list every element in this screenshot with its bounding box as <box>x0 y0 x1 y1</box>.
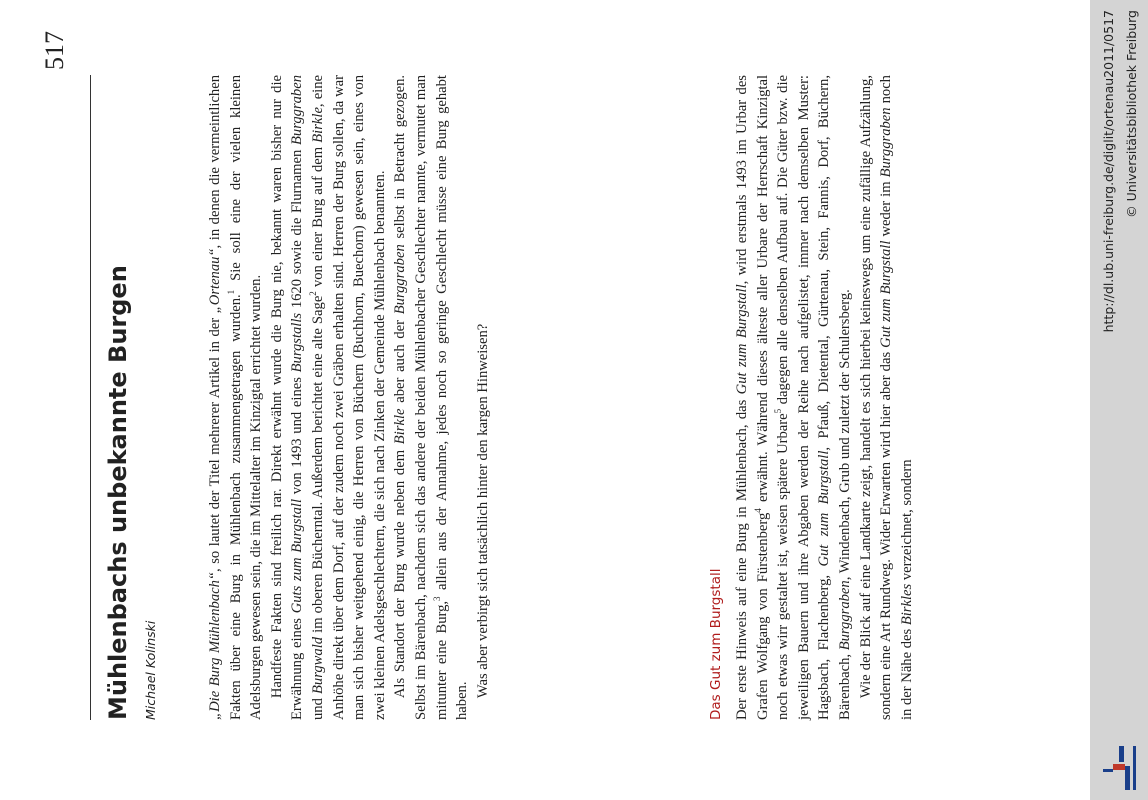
paragraph <box>732 75 856 720</box>
text-run: erwähnt. Während dieses älteste aller Urbare der Herrschaft Kinzigtal noch etwas wirr gestaltet ist, weisen spätere Urbare <box>754 74 792 720</box>
header-rule <box>90 75 91 720</box>
text-run: im oberen Bücherntal. Außerdem berichtet eine alte Sage <box>309 295 326 637</box>
footnote-ref: 4 <box>752 508 763 513</box>
text-run: weder im <box>878 177 895 241</box>
italic-run: Burggraben <box>836 580 853 651</box>
text-run: dagegen alle denselben Aufbau auf. Die Güter bzw. die jeweiligen Bauern und ihre Abgaben werden der Reihe nach aufgelistet, immer nach demselben Muster: Hagsbach, Flachenberg, <box>775 75 833 720</box>
university-library-logo-icon <box>1095 744 1143 792</box>
text-run: noch in der Nähe des <box>878 75 915 720</box>
italic-run: Birkles <box>898 583 915 626</box>
text-run: selbst in Betracht gezogen. Selbst im Bärenbach, nachdem sich das andere der beiden Mühlenbacher Geschlechter nannte, vermutet man mitunter eine Burg, <box>392 74 450 720</box>
permalink-link[interactable]: http://dl.ub.uni-freiburg.de/diglit/ortenau2011/0517 <box>1101 10 1116 333</box>
text-run: von 1493 und eines <box>289 372 306 499</box>
italic-run: Gut zum Burgstall <box>734 284 750 395</box>
article-author: Michael Kolinski <box>143 620 158 720</box>
italic-run: Burggraben <box>289 74 306 145</box>
italic-run: Burgwald <box>309 636 326 694</box>
text-run: verzeichnet, sondern <box>898 459 915 584</box>
text-run: Was aber verbirgt sich tatsächlich hinter den kargen Hinweisen? <box>474 323 491 699</box>
text-run: , Windenbach, Grub und zuletzt der Schulersberg. <box>836 289 853 581</box>
footnote-ref: 5 <box>773 408 784 414</box>
text-run: Wie der Blick auf eine Landkarte zeigt, handelt es sich hierbei keineswegs um eine zufällige Aufzählung, sondern eine Art Rundweg. Wider Erwarten wird hier aber das <box>857 75 895 720</box>
logo-mark <box>1103 746 1136 790</box>
section-heading: Das Gut zum Burgstall <box>708 568 724 720</box>
article-title: Mühlenbachs unbekannte Burgen <box>104 265 132 720</box>
text-run: , so lautet der Titel mehrerer Artikel in der <box>207 313 223 572</box>
text-run: , in denen die vermeintlichen Fakten über eine Burg in Mühlenbach zusammengetragen wurden. <box>207 75 244 720</box>
text-run: , wird erstmals 1493 im Urbar des Grafen Wolfgang von Fürstenberg <box>734 75 771 720</box>
paragraph <box>267 75 391 720</box>
italic-run: Birkle <box>392 408 409 445</box>
sidebar-rotated <box>1090 0 1148 800</box>
paragraph <box>205 75 267 720</box>
footnote-ref: 3 <box>431 596 442 601</box>
article-body-section <box>732 75 917 720</box>
text-run: , Pfauß, Dietental, Gürtenau, Stein, Fannis, Dorf, Büchern, Bärenbach, <box>816 75 853 720</box>
text-run: von einer Burg auf dem <box>309 142 326 292</box>
text-run: Als Standort der Burg wurde neben dem <box>392 444 409 699</box>
text-run: und <box>309 693 326 720</box>
italic-run: Birkle <box>309 107 326 143</box>
paragraph <box>473 75 494 720</box>
paragraph <box>856 75 918 720</box>
text-run: allein aus der Annahme, jedes noch so geringe Geschlecht müsse eine Burg gehabt haben. <box>433 75 471 720</box>
italic-run: Burggraben <box>392 244 409 315</box>
italic-run: „Ortenau“ <box>207 248 223 314</box>
text-run: aber auch der <box>392 314 409 409</box>
italic-run: Burgstalls <box>289 312 306 373</box>
text-run: Sie soll eine der vielen kleinen Adelsburgen gewesen sein, die im Mittelalter im Kinzigtal errichtet wurden. <box>227 75 265 720</box>
article-body-intro <box>205 75 493 720</box>
paragraph <box>390 75 472 720</box>
footnote-ref: 1 <box>225 289 236 295</box>
italic-run: Burggraben <box>878 107 895 178</box>
italic-run: „Die Burg Mühlenbach“ <box>207 571 223 720</box>
italic-run: Gut zum Burgstall <box>816 450 833 567</box>
italic-run: Gut zum Burgstall <box>878 240 895 348</box>
italic-run: Guts zum Burgstall <box>289 498 306 614</box>
library-sidebar <box>1090 0 1148 800</box>
text-run: , eine Anhöhe direkt über dem Dorf, auf der zudem noch zwei Gräben erhalten sind. Herren der Burg sollen, da war man sich bisher weitgehend einig, die Herren von Büchern (Buchhorn, Buechorn) gewesen sein, eines von zwei kleinen Adelsgeschlechtern, die sich nach Zinken der Gemeinde Mühlenbach benannten. <box>309 74 388 720</box>
page-number: 517 <box>40 31 69 70</box>
footnote-ref: 2 <box>308 291 319 296</box>
text-run: 1620 sowie die Flurnamen <box>289 144 306 313</box>
copyright-notice: © Universitätsbibliothek Freiburg <box>1124 10 1139 218</box>
text-run: Der erste Hinweis auf eine Burg in Mühlenbach, das <box>734 394 750 720</box>
text-run: Handfeste Fakten sind freilich rar. Direkt erwähnt wurde die Burg nie, bekannt waren bisher nur die Erwähnung eines <box>268 75 306 720</box>
